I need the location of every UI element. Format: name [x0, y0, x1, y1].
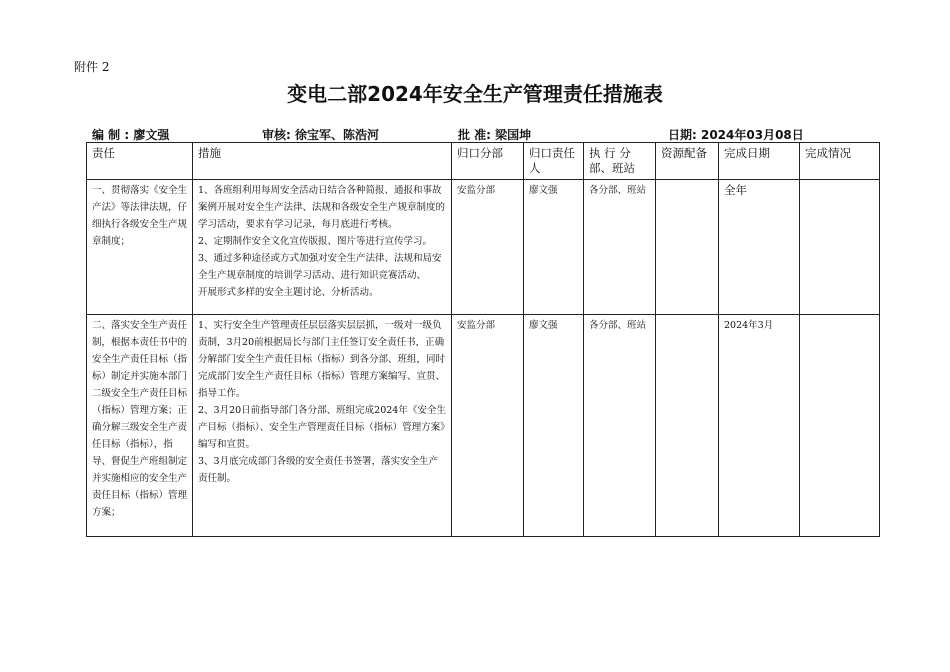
- measure-item: 开展形式多样的安全主题讨论、分析活动。: [198, 287, 379, 298]
- header-exec: 执 行 分部、班站: [584, 143, 656, 180]
- table-row: [87, 315, 880, 537]
- responsibility-measures-table: [86, 142, 880, 537]
- table-row: [87, 180, 880, 315]
- header-resources: 资源配备: [656, 143, 719, 180]
- measure-item: 2、3月20日前指导部门各分部、班组完成2024年《安全生产目标（指标）、安全生产管理责任目标（指标）管理方案》编写和宣贯。: [198, 405, 446, 450]
- measure-item: 3、通过多种途径或方式加强对安全生产法律、法规和局安全生产规章制度的培训学习活动、进行知识竞赛活动、: [198, 253, 442, 281]
- cell-measures: [193, 180, 452, 315]
- measure-item: 2、定期制作安全文化宣传版报、图片等进行宣传学习。: [198, 236, 433, 247]
- header-measures: 措施: [193, 143, 452, 180]
- cell-exec: 各分部、班站: [584, 180, 656, 315]
- cell-responsibility: 二、落实安全生产责任制，根据本责任书中的安全生产责任目标（指标）制定并实施本部门二级安全生产责任目标（指标）管理方案；正确分解三级安全生产责任目标（指标），指导、督促生产班组制定并实施相应的安全生产责任目标（指标）管理方案；: [87, 315, 193, 537]
- cell-person: 廖文强: [524, 180, 584, 315]
- header-due: 完成日期: [719, 143, 800, 180]
- cell-exec: 各分部、班站: [584, 315, 656, 537]
- editor-field: 编 制 : 廖文强: [92, 128, 170, 142]
- cell-due: 全年: [719, 180, 800, 315]
- header-person: 归口责任人: [524, 143, 584, 180]
- cell-person: 廖文强: [524, 315, 584, 537]
- cell-resources: [656, 180, 719, 315]
- approver-field: 批 准: 梁国坤: [458, 128, 532, 142]
- date-field: 日期: 2024年03月08日: [668, 128, 804, 142]
- cell-status: [800, 315, 880, 537]
- cell-dept: 安监分部: [452, 180, 524, 315]
- header-status: 完成情况: [800, 143, 880, 180]
- reviewer-field: 审核: 徐宝军、陈浩河: [262, 128, 379, 142]
- measure-item: 3、3月底完成部门各级的安全责任书签署，落实安全生产责任制。: [198, 456, 439, 484]
- header-dept: 归口分部: [452, 143, 524, 180]
- cell-resources: [656, 315, 719, 537]
- cell-dept: 安监分部: [452, 315, 524, 537]
- cell-measures: [193, 315, 452, 537]
- measure-item: 1、实行安全生产管理责任层层落实层层抓，一级对一级负责制，3月20前根据局长与部门主任签订安全责任书，正确分解部门安全生产责任目标（指标）到各分部、班组，同时完成部门安全生产责任目标（指标）管理方案编写、宣贯、指导工作。: [198, 320, 446, 399]
- header-responsibility: 责任: [87, 143, 193, 180]
- cell-due: 2024年3月: [719, 315, 800, 537]
- table-header-row: [87, 143, 880, 180]
- cell-status: [800, 180, 880, 315]
- attachment-label: 附件 2: [74, 60, 110, 74]
- document-title: 变电二部2024年安全生产管理责任措施表: [287, 82, 663, 106]
- cell-responsibility: 一、贯彻落实《安全生产法》等法律法规，仔细执行各级安全生产规章制度；: [87, 180, 193, 315]
- measure-item: 1、各班组利用每周安全活动日结合各种简报、通报和事故案例开展对安全生产法律、法规和各级安全生产规章制度的学习活动，要求有学习记录，每月底进行考核。: [198, 185, 446, 230]
